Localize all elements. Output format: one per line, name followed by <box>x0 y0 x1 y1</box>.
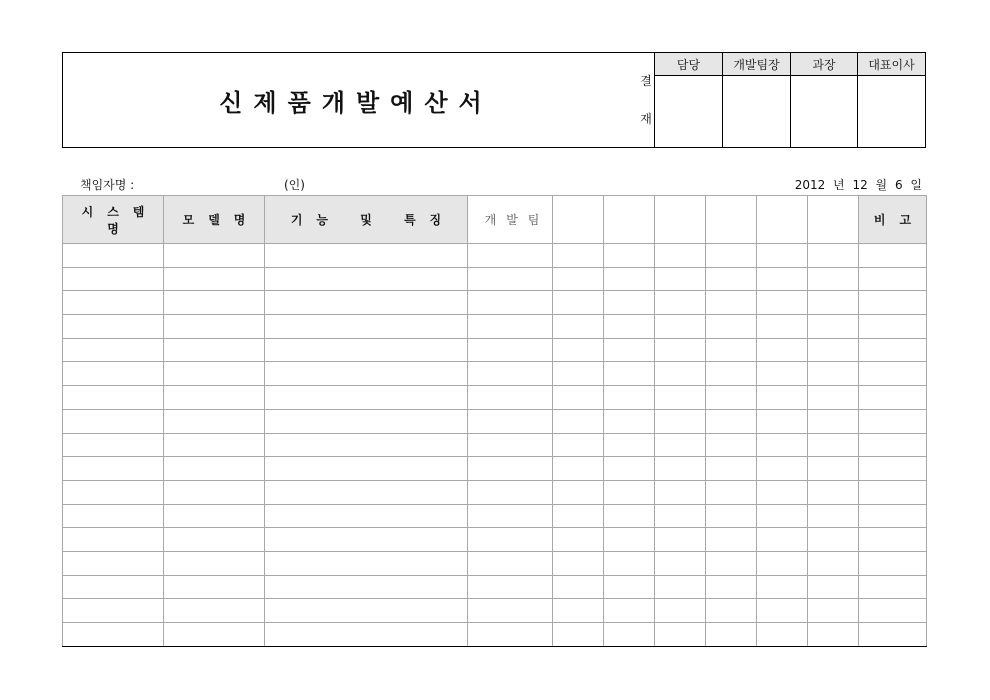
table-cell[interactable] <box>808 528 859 552</box>
table-cell[interactable] <box>859 338 927 362</box>
table-row <box>63 315 927 339</box>
document-date: 2012 년 12 월 6 일 <box>794 178 922 192</box>
table-cell[interactable] <box>757 623 808 647</box>
table-cell[interactable] <box>604 315 655 339</box>
approval-grid <box>655 53 925 147</box>
table-cell[interactable] <box>164 599 265 623</box>
table-cell[interactable] <box>553 267 604 291</box>
table-cell[interactable] <box>553 480 604 504</box>
table-cell[interactable] <box>757 504 808 528</box>
table-cell[interactable] <box>164 386 265 410</box>
table-cell[interactable] <box>164 291 265 315</box>
table-cell[interactable] <box>757 575 808 599</box>
header-blank-5 <box>757 196 808 244</box>
table-cell[interactable] <box>164 362 265 386</box>
table-cell[interactable] <box>468 362 553 386</box>
approval-label <box>638 53 655 147</box>
table-cell[interactable] <box>859 315 927 339</box>
header-blank-6 <box>808 196 859 244</box>
table-cell[interactable] <box>265 409 468 433</box>
table-cell[interactable] <box>808 386 859 410</box>
table-cell[interactable] <box>553 291 604 315</box>
table-cell[interactable] <box>706 386 757 410</box>
table-cell[interactable] <box>63 528 164 552</box>
header-dev-team: 개발팀 <box>468 196 553 244</box>
table-cell[interactable] <box>859 575 927 599</box>
table-cell[interactable] <box>757 362 808 386</box>
title-area <box>63 53 639 147</box>
table-cell[interactable] <box>706 291 757 315</box>
table-cell[interactable] <box>265 362 468 386</box>
table-cell[interactable] <box>468 551 553 575</box>
table-cell[interactable] <box>808 504 859 528</box>
table-cell[interactable] <box>859 457 927 481</box>
table-cell[interactable] <box>808 480 859 504</box>
table-cell[interactable] <box>706 244 757 268</box>
table-cell[interactable] <box>655 551 706 575</box>
table-cell[interactable] <box>655 315 706 339</box>
table-cell[interactable] <box>604 291 655 315</box>
table-cell[interactable] <box>265 291 468 315</box>
table-cell[interactable] <box>604 338 655 362</box>
table-cell[interactable] <box>63 315 164 339</box>
table-cell[interactable] <box>604 528 655 552</box>
table-cell[interactable] <box>706 623 757 647</box>
table-cell[interactable] <box>706 362 757 386</box>
table-cell[interactable] <box>164 244 265 268</box>
table-cell[interactable] <box>468 575 553 599</box>
table-cell[interactable] <box>706 457 757 481</box>
table-cell[interactable] <box>604 362 655 386</box>
meta-row <box>62 174 926 192</box>
table-cell[interactable] <box>604 386 655 410</box>
table-cell[interactable] <box>553 528 604 552</box>
responsible-label: 책임자명 : <box>80 178 135 192</box>
table-cell[interactable] <box>604 480 655 504</box>
table-cell[interactable] <box>859 599 927 623</box>
table-cell[interactable] <box>164 504 265 528</box>
table-row <box>63 409 927 433</box>
table-cell[interactable] <box>604 599 655 623</box>
table-cell[interactable] <box>757 409 808 433</box>
table-cell[interactable] <box>706 528 757 552</box>
table-cell[interactable] <box>63 623 164 647</box>
table-cell[interactable] <box>553 575 604 599</box>
table-cell[interactable] <box>859 623 927 647</box>
table-cell[interactable] <box>63 409 164 433</box>
table-cell[interactable] <box>265 244 468 268</box>
table-cell[interactable] <box>164 409 265 433</box>
table-cell[interactable] <box>468 338 553 362</box>
table-cell[interactable] <box>468 457 553 481</box>
table-cell[interactable] <box>808 409 859 433</box>
table-cell[interactable] <box>468 623 553 647</box>
table-cell[interactable] <box>553 315 604 339</box>
table-cell[interactable] <box>265 457 468 481</box>
seal-label: (인) <box>284 178 305 192</box>
table-cell[interactable] <box>468 386 553 410</box>
table-cell[interactable] <box>553 433 604 457</box>
table-cell[interactable] <box>63 267 164 291</box>
table-cell[interactable] <box>468 599 553 623</box>
table-cell[interactable] <box>757 528 808 552</box>
table-cell[interactable] <box>655 528 706 552</box>
table-cell[interactable] <box>63 433 164 457</box>
table-cell[interactable] <box>63 386 164 410</box>
table-cell[interactable] <box>604 267 655 291</box>
table-cell[interactable] <box>265 480 468 504</box>
table-cell[interactable] <box>757 338 808 362</box>
table-cell[interactable] <box>655 433 706 457</box>
table-cell[interactable] <box>604 457 655 481</box>
table-cell[interactable] <box>757 599 808 623</box>
table-cell[interactable] <box>706 504 757 528</box>
header-system-name: 시스템명 <box>63 196 164 244</box>
table-cell[interactable] <box>553 409 604 433</box>
table-row <box>63 528 927 552</box>
table-cell[interactable] <box>706 315 757 339</box>
table-cell[interactable] <box>265 338 468 362</box>
table-cell[interactable] <box>655 457 706 481</box>
table-cell[interactable] <box>808 457 859 481</box>
table-cell[interactable] <box>655 575 706 599</box>
table-cell[interactable] <box>604 623 655 647</box>
table-row <box>63 504 927 528</box>
table-cell[interactable] <box>655 291 706 315</box>
header-blank-3 <box>655 196 706 244</box>
table-cell[interactable] <box>604 575 655 599</box>
table-cell[interactable] <box>265 599 468 623</box>
table-cell[interactable] <box>553 457 604 481</box>
table-cell[interactable] <box>164 315 265 339</box>
table-cell[interactable] <box>706 575 757 599</box>
table-cell[interactable] <box>468 528 553 552</box>
table-cell[interactable] <box>859 409 927 433</box>
table-cell[interactable] <box>63 338 164 362</box>
table-cell[interactable] <box>706 480 757 504</box>
table-cell[interactable] <box>63 362 164 386</box>
table-cell[interactable] <box>706 599 757 623</box>
table-cell[interactable] <box>164 267 265 291</box>
header-model-name: 모델명 <box>164 196 265 244</box>
table-cell[interactable] <box>808 315 859 339</box>
table-cell[interactable] <box>757 457 808 481</box>
header-remarks: 비고 <box>859 196 927 244</box>
table-cell[interactable] <box>604 244 655 268</box>
table-row <box>63 623 927 647</box>
table-cell[interactable] <box>265 433 468 457</box>
table-cell[interactable] <box>808 551 859 575</box>
approval-label-bottom: 재 <box>640 112 652 126</box>
table-cell[interactable] <box>265 575 468 599</box>
table-cell[interactable] <box>859 551 927 575</box>
table-cell[interactable] <box>604 551 655 575</box>
table-cell[interactable] <box>63 551 164 575</box>
table-cell[interactable] <box>164 338 265 362</box>
table-cell[interactable] <box>63 575 164 599</box>
table-cell[interactable] <box>63 244 164 268</box>
table-cell[interactable] <box>553 599 604 623</box>
table-cell[interactable] <box>859 504 927 528</box>
table-cell[interactable] <box>265 386 468 410</box>
table-row <box>63 362 927 386</box>
table-cell[interactable] <box>706 267 757 291</box>
table-cell[interactable] <box>604 433 655 457</box>
table-row <box>63 457 927 481</box>
table-cell[interactable] <box>808 244 859 268</box>
table-cell[interactable] <box>757 433 808 457</box>
approval-header-team-lead: 개발팀장 <box>723 53 791 76</box>
table-cell[interactable] <box>553 362 604 386</box>
table-cell[interactable] <box>655 480 706 504</box>
table-cell[interactable] <box>265 551 468 575</box>
table-cell[interactable] <box>859 362 927 386</box>
table-cell[interactable] <box>706 551 757 575</box>
table-cell[interactable] <box>63 291 164 315</box>
table-cell[interactable] <box>757 480 808 504</box>
table-row <box>63 433 927 457</box>
table-cell[interactable] <box>63 480 164 504</box>
table-cell[interactable] <box>655 386 706 410</box>
table-cell[interactable] <box>808 623 859 647</box>
table-cell[interactable] <box>706 433 757 457</box>
approval-sign-team-lead[interactable] <box>723 76 791 147</box>
table-cell[interactable] <box>553 623 604 647</box>
table-row <box>63 267 927 291</box>
table-cell[interactable] <box>757 244 808 268</box>
table-cell[interactable] <box>808 599 859 623</box>
approval-sign-staff[interactable] <box>655 76 723 147</box>
document-title: 신제품개발예산서 <box>219 88 493 117</box>
table-cell[interactable] <box>808 267 859 291</box>
table-cell[interactable] <box>164 433 265 457</box>
table-cell[interactable] <box>655 409 706 433</box>
table-cell[interactable] <box>655 267 706 291</box>
table-cell[interactable] <box>63 599 164 623</box>
table-cell[interactable] <box>164 551 265 575</box>
table-cell[interactable] <box>808 433 859 457</box>
table-cell[interactable] <box>859 528 927 552</box>
table-cell[interactable] <box>859 386 927 410</box>
approval-header-ceo: 대표이사 <box>858 53 925 76</box>
table-cell[interactable] <box>164 457 265 481</box>
table-cell[interactable] <box>757 291 808 315</box>
table-cell[interactable] <box>265 504 468 528</box>
table-row <box>63 338 927 362</box>
table-cell[interactable] <box>265 267 468 291</box>
table-cell[interactable] <box>164 575 265 599</box>
table-cell[interactable] <box>757 315 808 339</box>
table-row <box>63 291 927 315</box>
table-cell[interactable] <box>63 504 164 528</box>
table-cell[interactable] <box>63 457 164 481</box>
table-cell[interactable] <box>655 338 706 362</box>
table-cell[interactable] <box>553 386 604 410</box>
approval-header-staff: 담당 <box>655 53 723 76</box>
table-row <box>63 386 927 410</box>
table-cell[interactable] <box>468 480 553 504</box>
table-cell[interactable] <box>655 362 706 386</box>
table-row <box>63 575 927 599</box>
table-cell[interactable] <box>859 433 927 457</box>
table-cell[interactable] <box>265 623 468 647</box>
table-cell[interactable] <box>655 599 706 623</box>
table-cell[interactable] <box>468 291 553 315</box>
table-cell[interactable] <box>553 551 604 575</box>
table-row <box>63 599 927 623</box>
table-cell[interactable] <box>164 480 265 504</box>
header-box <box>62 52 926 148</box>
table-cell[interactable] <box>706 409 757 433</box>
header-blank-1 <box>553 196 604 244</box>
table-cell[interactable] <box>808 291 859 315</box>
table-cell[interactable] <box>808 575 859 599</box>
table-cell[interactable] <box>808 362 859 386</box>
header-blank-2 <box>604 196 655 244</box>
table-cell[interactable] <box>265 315 468 339</box>
table-cell[interactable] <box>468 409 553 433</box>
table-cell[interactable] <box>468 504 553 528</box>
table-cell[interactable] <box>468 267 553 291</box>
table-cell[interactable] <box>468 433 553 457</box>
table-cell[interactable] <box>859 480 927 504</box>
table-cell[interactable] <box>553 338 604 362</box>
table-cell[interactable] <box>859 244 927 268</box>
table-cell[interactable] <box>757 386 808 410</box>
table-cell[interactable] <box>553 244 604 268</box>
table-cell[interactable] <box>468 315 553 339</box>
approval-sign-manager[interactable] <box>791 76 858 147</box>
table-cell[interactable] <box>859 267 927 291</box>
table-cell[interactable] <box>706 338 757 362</box>
header-features: 기능 및 특징 <box>265 196 468 244</box>
budget-table <box>62 195 927 647</box>
table-cell[interactable] <box>164 623 265 647</box>
table-row <box>63 244 927 268</box>
table-cell[interactable] <box>655 623 706 647</box>
table-body <box>63 244 927 647</box>
approval-label-top: 결 <box>640 74 652 88</box>
table-row <box>63 551 927 575</box>
table-cell[interactable] <box>808 338 859 362</box>
table-cell[interactable] <box>553 504 604 528</box>
approval-sign-ceo[interactable] <box>858 76 925 147</box>
table-cell[interactable] <box>655 244 706 268</box>
table-cell[interactable] <box>164 528 265 552</box>
table-cell[interactable] <box>655 504 706 528</box>
approval-header-manager: 과장 <box>791 53 858 76</box>
table-row <box>63 480 927 504</box>
table-cell[interactable] <box>604 504 655 528</box>
table-cell[interactable] <box>859 291 927 315</box>
header-blank-4 <box>706 196 757 244</box>
table-cell[interactable] <box>757 551 808 575</box>
table-cell[interactable] <box>468 244 553 268</box>
table-header-row <box>63 196 927 244</box>
table-cell[interactable] <box>757 267 808 291</box>
table-cell[interactable] <box>604 409 655 433</box>
table-cell[interactable] <box>265 528 468 552</box>
